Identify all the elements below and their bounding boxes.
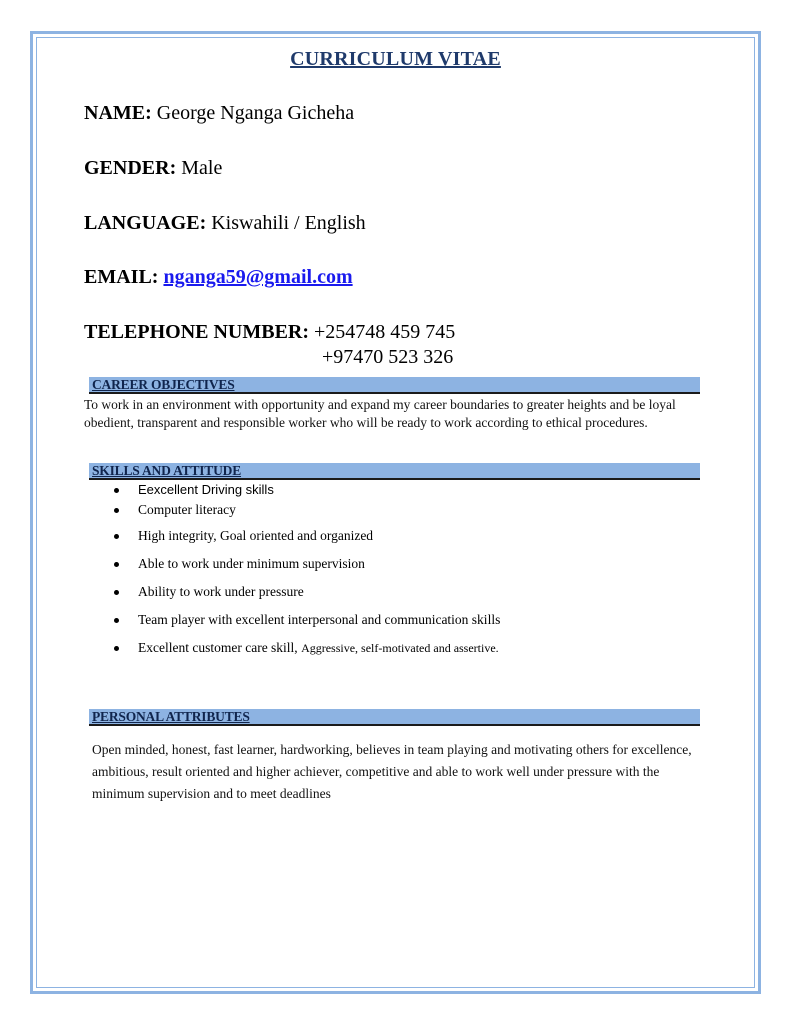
gender-field [84,156,222,180]
bullet-icon [114,590,119,595]
name-label: NAME: [84,102,152,124]
skill-text-part-2: Aggressive, self-motivated and assertive. [301,641,499,655]
bullet-icon [114,646,119,651]
bullet-icon [114,534,119,539]
telephone-label: TELEPHONE NUMBER: [84,321,310,343]
document-title: CURRICULUM VITAE [290,48,501,70]
personal-attributes-heading: PERSONAL ATTRIBUTES [92,709,250,724]
language-label: LANGUAGE: [84,212,207,234]
bullet-icon [114,488,119,493]
skill-text: High integrity, Goal oriented and organized [138,528,374,543]
skill-text: Ability to work under pressure [138,584,304,599]
personal-attributes-text: Open minded, honest, fast learner, hardworking, believes in team playing and motivating others for excellence, ambitious, result oriented and higher achiever, competitive and able to work well under pressure with the minimum supervision and to meet deadlines [92,742,692,801]
skill-text: Team player with excellent interpersonal and communication skills [138,612,501,627]
email-label: EMAIL: [84,266,159,288]
career-objectives-heading-bar [89,377,700,394]
bullet-icon [114,562,119,567]
skill-text: Computer literacy [138,502,236,517]
skills-heading-bar [89,463,700,480]
name-value: George Nganga Gicheha [156,102,355,124]
email-link[interactable]: nganga59@gmail.com [163,266,353,288]
career-objectives-heading: CAREER OBJECTIVES [92,377,235,392]
personal-attributes-heading-bar [89,709,700,726]
telephone-field [84,320,455,344]
bullet-icon [114,508,119,513]
gender-label: GENDER: [84,157,177,179]
telephone-value-2: +97470 523 326 [322,346,454,368]
gender-value: Male [181,157,223,179]
skill-text: Able to work under minimum supervision [138,556,365,571]
skill-text-part-1: Excellent customer care skill, [138,640,298,655]
telephone-value-1: +254748 459 745 [314,321,456,343]
bullet-icon [114,618,119,623]
skill-text: Eexcellent Driving skills [138,482,274,497]
name-field [84,101,354,125]
skill-text [138,640,499,656]
email-field [84,265,353,289]
skills-heading: SKILLS AND ATTITUDE [92,463,242,478]
language-value: Kiswahili / English [211,212,366,234]
language-field [84,211,366,235]
career-objectives-text: To work in an environment with opportunity and expand my career boundaries to greater heights and be loyal obedient, transparent and responsible worker who will be ready to work according to ethical procedures. [84,397,676,430]
